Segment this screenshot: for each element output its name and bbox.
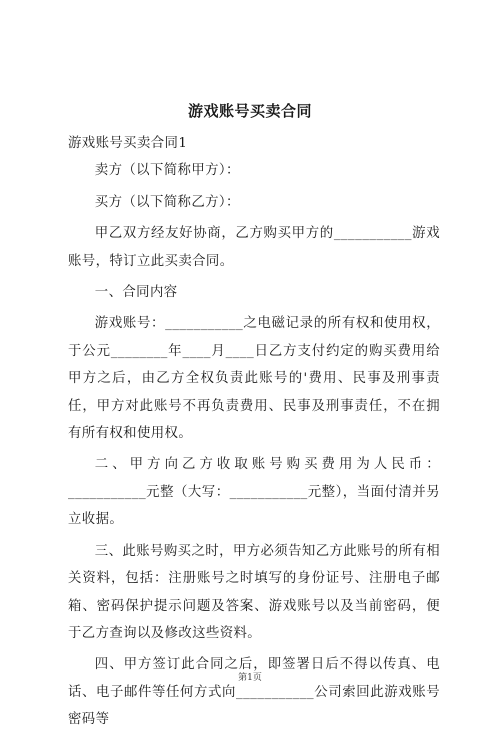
paragraph-no-reclaim: 四、甲方签订此合同之后，即签署日后不得以传真、电话、电子邮件等任何方式向___________公司索回此游戏账号密码等	[68, 657, 440, 728]
paragraph-buyer: 买方（以下简称乙方）：	[94, 194, 240, 210]
heading-line: 游戏账号买卖合同1	[68, 136, 188, 151]
section-contract-content: 一、合同内容	[94, 285, 178, 301]
paragraph-account-info: 三、此账号购买之时，甲方必须告知乙方此账号的所有相关资料，包括：注册账号之时填写的身份证号、注册电子邮箱、密码保护提示问题及答案、游戏账号以及当前密码，便于乙方查询以及修改这些资料。	[68, 543, 440, 641]
page-number: 第1页	[238, 673, 262, 683]
paragraph-payment: 二、甲方向乙方收取账号购买费用为人民币：___________元整（大写：___________元整），当面付清并另立收据。	[68, 457, 440, 528]
document-title: 游戏账号买卖合同	[187, 102, 312, 120]
paragraph-seller: 卖方（以下简称甲方）：	[94, 163, 240, 179]
paragraph-account-rights: 游戏账号：___________之电磁记录的所有权和使用权，于公元________年____月____日乙方支付约定的购买费用给甲方之后，由乙方全权负责此账号的'费用、民事及刑事责任，甲方对此账号不再负责费用、民事及刑事责任，不在拥有所有权和使用权。	[68, 316, 440, 442]
paragraph-intro: 甲乙双方经友好协商，乙方购买甲方的___________游戏账号，特订立此买卖合同。	[68, 226, 440, 269]
document-body	[68, 130, 440, 734]
